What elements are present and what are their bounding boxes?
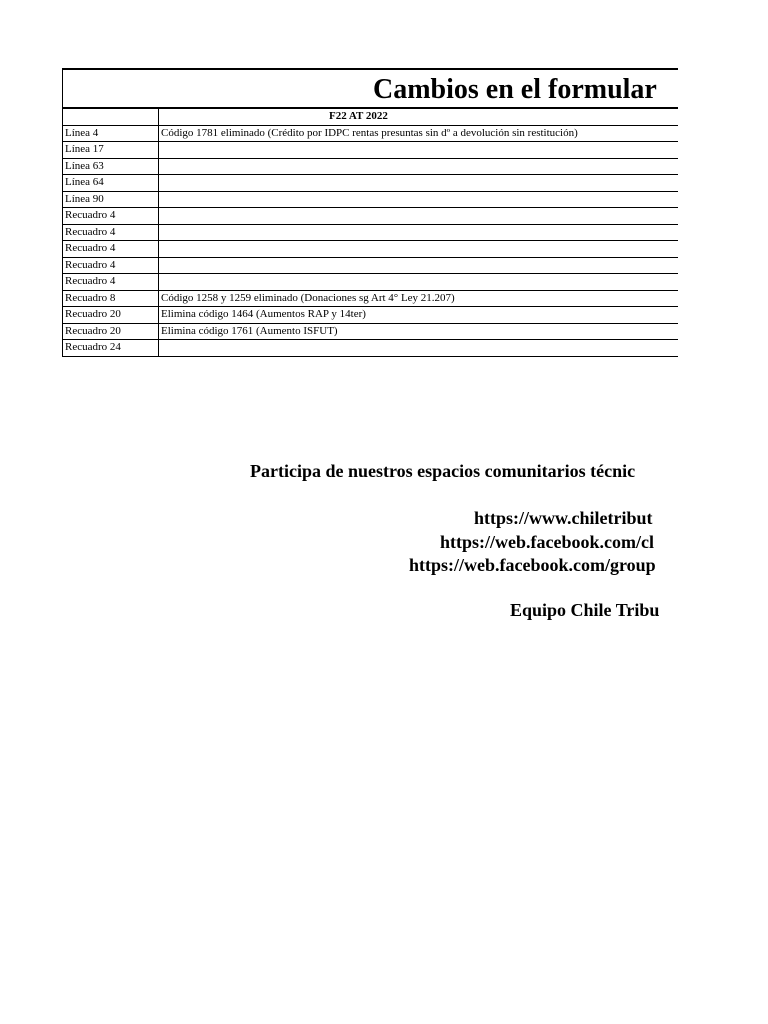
table-row — [63, 323, 679, 340]
row-label: Recuadro 4 — [63, 257, 159, 274]
row-label: Recuadro 8 — [63, 290, 159, 307]
row-label: Recuadro 4 — [63, 274, 159, 291]
table-row — [63, 158, 679, 175]
row-label: Línea 90 — [63, 191, 159, 208]
header-cell-form: F22 AT 2022 — [159, 109, 679, 126]
table-row — [63, 142, 679, 159]
row-label: Recuadro 20 — [63, 307, 159, 324]
header-cell-empty — [63, 109, 159, 126]
row-label: Recuadro 4 — [63, 208, 159, 225]
table-row — [63, 290, 679, 307]
chiletributa-link[interactable]: https://www.chiletribut — [474, 508, 653, 528]
table-header-row — [63, 109, 679, 126]
row-description — [159, 208, 679, 225]
table-row — [63, 257, 679, 274]
table-row — [63, 224, 679, 241]
row-label: Línea 64 — [63, 175, 159, 192]
changes-table — [62, 108, 678, 357]
table-row — [63, 125, 679, 142]
row-description — [159, 158, 679, 175]
row-description — [159, 340, 679, 357]
row-description: Código 1781 eliminado (Crédito por IDPC rentas presuntas sin dº a devolución sin restitución) — [159, 125, 679, 142]
row-label: Recuadro 20 — [63, 323, 159, 340]
row-description — [159, 257, 679, 274]
title-row — [62, 68, 678, 108]
changes-sheet — [62, 68, 678, 357]
sheet-title: Cambios en el formular — [373, 74, 657, 105]
table-row — [63, 208, 679, 225]
table-row — [63, 175, 679, 192]
row-label: Recuadro 4 — [63, 224, 159, 241]
row-label: Línea 63 — [63, 158, 159, 175]
row-description — [159, 142, 679, 159]
table-row — [63, 241, 679, 258]
row-description — [159, 175, 679, 192]
team-signature: Equipo Chile Tribu — [510, 600, 660, 620]
facebook-group-link[interactable]: https://web.facebook.com/group — [409, 555, 656, 575]
table-row — [63, 191, 679, 208]
row-description — [159, 241, 679, 258]
row-description — [159, 274, 679, 291]
facebook-page-link[interactable]: https://web.facebook.com/cl — [440, 532, 654, 552]
row-label: Línea 4 — [63, 125, 159, 142]
table-row — [63, 274, 679, 291]
row-label: Línea 17 — [63, 142, 159, 159]
row-description: Código 1258 y 1259 eliminado (Donaciones sg Art 4° Ley 21.207) — [159, 290, 679, 307]
table-row — [63, 307, 679, 324]
row-description — [159, 224, 679, 241]
table-row — [63, 340, 679, 357]
row-label: Recuadro 24 — [63, 340, 159, 357]
row-description: Elimina código 1761 (Aumento ISFUT) — [159, 323, 679, 340]
row-label: Recuadro 4 — [63, 241, 159, 258]
row-description — [159, 191, 679, 208]
community-invite-text: Participa de nuestros espacios comunitarios técnic — [250, 461, 636, 481]
row-description: Elimina código 1464 (Aumentos RAP y 14ter) — [159, 307, 679, 324]
